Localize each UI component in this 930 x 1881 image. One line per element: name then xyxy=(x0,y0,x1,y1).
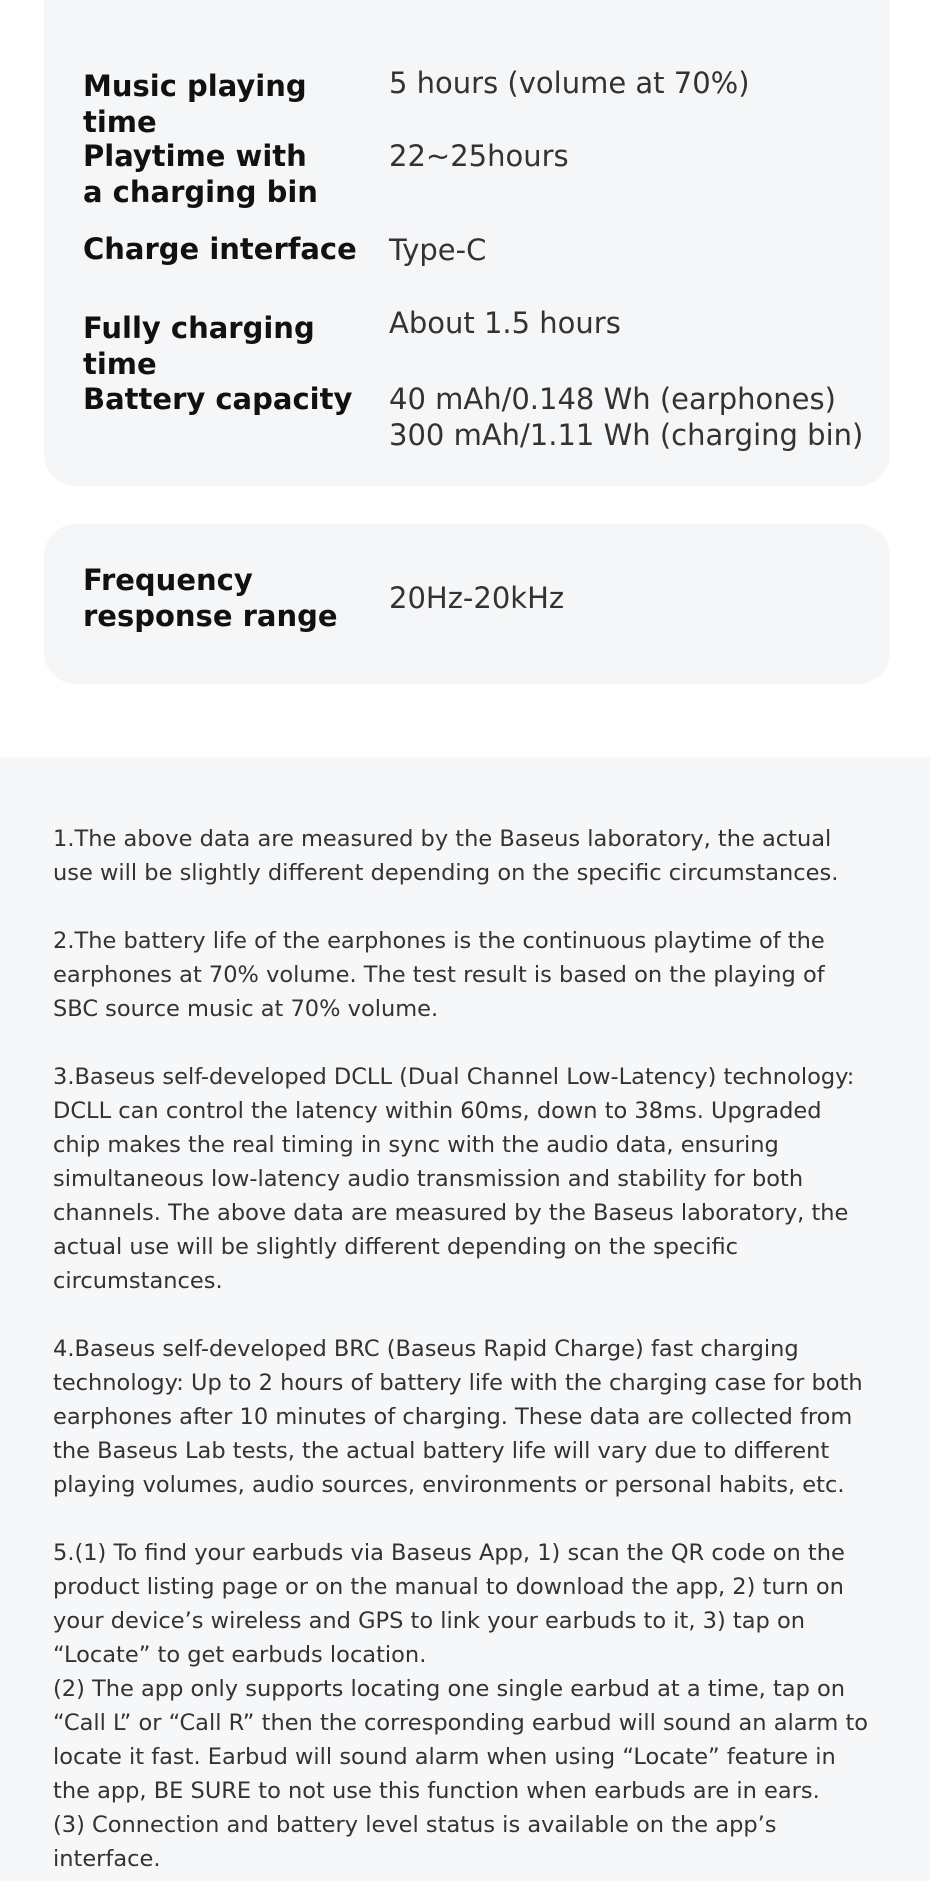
spec-value: 22~25hours xyxy=(389,139,569,173)
frequency-spec-card xyxy=(44,524,890,684)
spec-label: Charge interface xyxy=(83,232,357,266)
spec-value: 20Hz-20kHz xyxy=(389,581,565,615)
note-5: 5.(1) To find your earbuds via Baseus App, 1) scan the QR code on the product listing page or on the manual to download the app, 2) turn on your device’s wireless and GPS to link your earbuds to it, 3) tap on “Locate” to get earbuds location. (2) The app only supports locating one single earbud at a time, tap on “Call L” or “Call R” then the corresponding earbud will sound an alarm to locate it fast. Earbud will sound alarm when using “Locate” feature in the app, BE SURE to not use this function when earbuds are in ears. (3) Connection and battery level status is available on the app’s interface. xyxy=(53,1540,869,1872)
notes-list xyxy=(53,822,873,1876)
spec-value: 5 hours (volume at 70%) xyxy=(389,66,750,100)
notes-section xyxy=(0,757,930,1881)
note-3: 3.Baseus self-developed DCLL (Dual Channel Low-Latency) technology: DCLL can control the latency within 60ms, down to 38ms. Upgraded chip makes the real timing in sync with the audio data, ensuring simultaneous low-latency audio transmission and stability for both channels. The above data are measured by the Baseus laboratory, the actual use will be slightly different depending on the specific circumstances. xyxy=(53,1064,855,1294)
spec-value: Type-C xyxy=(389,233,487,267)
spec-label: Frequency response range xyxy=(83,563,338,633)
spec-label: Music playing time xyxy=(83,69,307,139)
spec-label: Battery capacity xyxy=(83,382,353,416)
spec-section xyxy=(0,0,930,757)
note-1: 1.The above data are measured by the Baseus laboratory, the actual use will be slightly different depending on the specific circumstances. xyxy=(53,826,839,886)
battery-spec-card xyxy=(44,0,890,486)
note-2: 2.The battery life of the earphones is the continuous playtime of the earphones at 70% volume. The test result is based on the playing of SBC source music at 70% volume. xyxy=(53,928,825,1022)
spec-label: Fully charging time xyxy=(83,311,315,381)
spec-value: About 1.5 hours xyxy=(389,306,621,340)
note-4: 4.Baseus self-developed BRC (Baseus Rapid Charge) fast charging technology: Up to 2 hours of battery life with the charging case for both earphones after 10 minutes of charging. These data are collected from the Baseus Lab tests, the actual battery life will vary due to different playing volumes, audio sources, environments or personal habits, etc. xyxy=(53,1336,863,1498)
spec-label: Playtime with a charging bin xyxy=(83,139,318,209)
spec-value: 40 mAh/0.148 Wh (earphones) 300 mAh/1.11 Wh (charging bin) xyxy=(389,382,864,452)
